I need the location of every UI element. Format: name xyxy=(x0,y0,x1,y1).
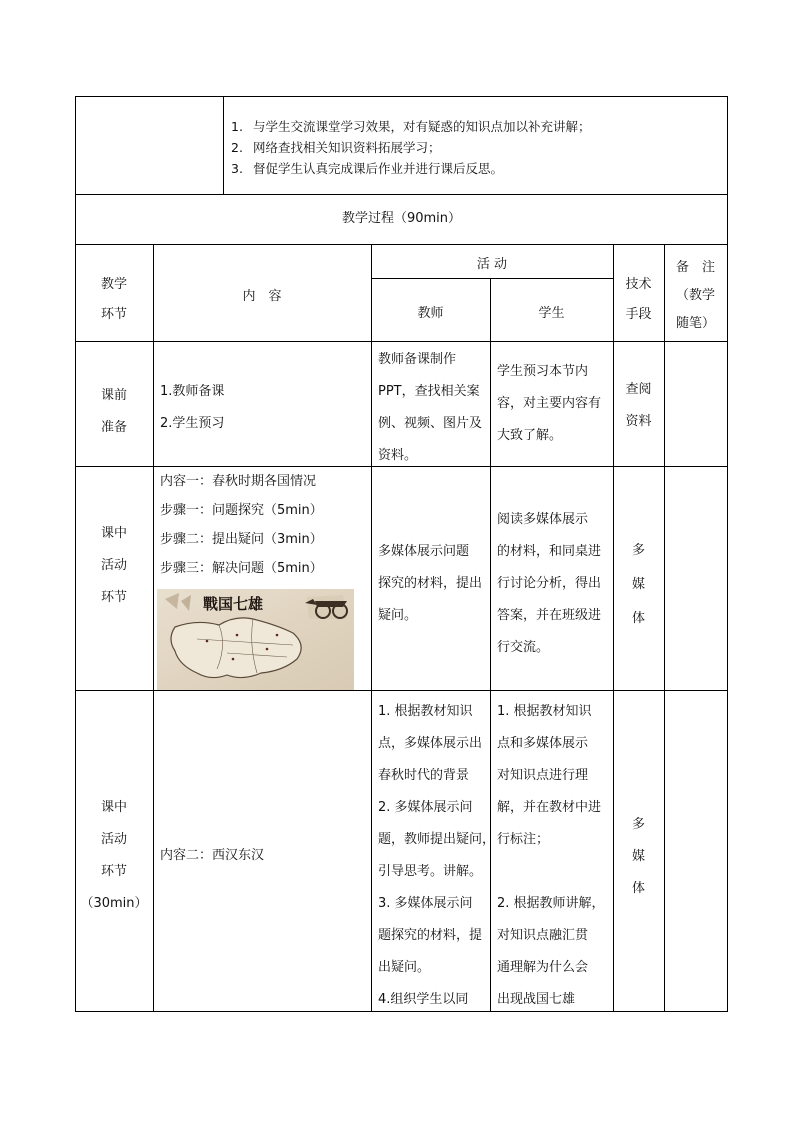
header-tech: 技术 手段 xyxy=(625,277,652,322)
rule xyxy=(371,278,613,279)
row2-teacher: 多媒体展示问题 探究的材料，提出 疑问。 xyxy=(378,544,483,623)
rule xyxy=(75,690,728,691)
list-item: 2. 网络查找相关知识资料拓展学习； xyxy=(231,140,441,155)
row1-content: 1.教师备课 2.学生预习 xyxy=(160,384,225,431)
process-title: 教学过程（90min） xyxy=(341,211,462,226)
header-activity: 活 动 xyxy=(476,257,508,272)
rule xyxy=(727,96,728,1012)
rule xyxy=(153,244,154,1012)
row3-stage: 课中 活动 环节 （30min） xyxy=(80,800,148,911)
row2-student: 阅读多媒体展示 的材料，和同桌进 行讨论分析，得出 答案，并在班级进 行交流。 xyxy=(497,512,602,655)
row2-content: 内容一：春秋时期各国情况 步骤一：问题探究（5min） 步骤二：提出疑问（3min） 步骤三：解决问题（5min） xyxy=(160,474,323,576)
warring-states-map-image xyxy=(157,589,354,690)
row3-content: 内容二：西汉东汉 xyxy=(160,848,265,863)
row2-tech: 多 媒 体 xyxy=(631,543,645,626)
row1-stage: 课前 准备 xyxy=(100,388,127,435)
rule xyxy=(664,244,665,1012)
rule xyxy=(75,194,728,195)
rule xyxy=(75,244,728,245)
row1-student: 学生预习本节内 容，对主要内容有 大致了解。 xyxy=(497,364,602,443)
row2-stage: 课中 活动 环节 xyxy=(100,526,127,605)
header-notes: 备 注 （教学 随笔） xyxy=(675,260,715,331)
row1-tech: 查阅 资料 xyxy=(625,382,652,429)
row3-tech: 多 媒 体 xyxy=(631,817,645,896)
header-student: 学生 xyxy=(538,306,565,321)
list-item: 3. 督促学生认真完成课后作业并进行课后反思。 xyxy=(231,161,504,176)
map-title: 戰国七雄 xyxy=(203,595,264,613)
header-stage: 教学 环节 xyxy=(100,277,127,322)
row3-student: 1. 根据教材知识 点和多媒体展示 对知识点进行理 解，并在教材中进 行标注； 2. 根据教师讲解， 对知识点融汇贯 通理解为什么会 出现战国七雄 xyxy=(497,704,605,1007)
rule xyxy=(371,244,372,1012)
rule xyxy=(75,341,728,342)
row1-teacher: 教师备课制作 PPT，查找相关案 例、视频、图片及 资料。 xyxy=(378,352,483,463)
rule xyxy=(75,96,728,97)
rule xyxy=(223,96,224,194)
header-content: 内 容 xyxy=(242,289,282,304)
list-item: 1. 与学生交流课堂学习效果，对有疑惑的知识点加以补充讲解； xyxy=(231,119,591,134)
row3-teacher: 1. 根据教材知识 点，多媒体展示出 春秋时代的背景 2. 多媒体展示问 题，教师提出疑问， 引导思考。讲解。 3. 多媒体展示问 题探究的材料，提 出疑问。 4.组织学生以同 xyxy=(378,704,496,1007)
after-class-list xyxy=(231,116,591,179)
header-teacher: 教师 xyxy=(417,306,444,321)
